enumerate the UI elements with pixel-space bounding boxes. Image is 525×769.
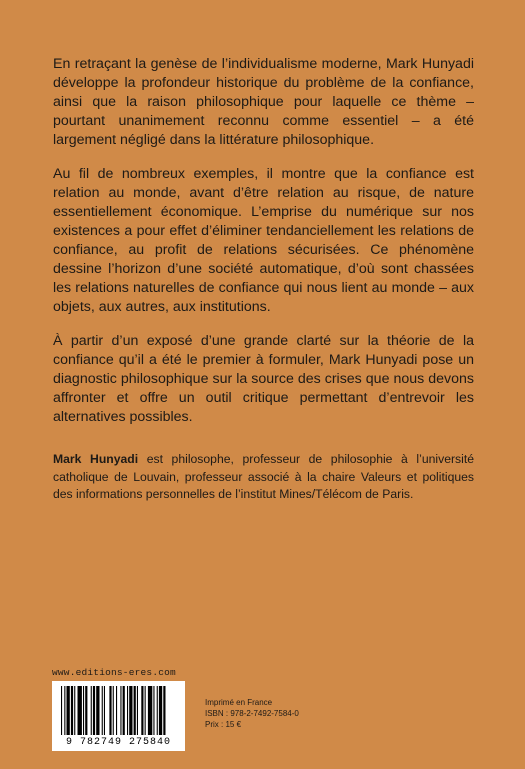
summary-paragraph-1: En retraçant la genèse de l’individualisme moderne, Mark Hunyadi développe la profondeur historique du problème de la confiance, ainsi que la raison philosophique pour laquelle ce thème – pourtant unanimement reconnu comme essentiel – a été largement négligé dans la littérature philosophique. <box>53 56 474 148</box>
print-info <box>205 697 299 730</box>
barcode-bar <box>163 686 165 735</box>
barcode-bar <box>157 686 158 735</box>
isbn-number: ISBN : 978-2-7492-7584-0 <box>205 709 299 718</box>
summary-paragraph-3: À partir d’un exposé d’une grande clarté sur la théorie de la confiance qu’il a été le premier à formuler, Mark Hunyadi pose un diagnostic philosophique sur la source des crises que nous devons affronter et offre un outil critique permettant d’entrevoir les alternatives possibles. <box>53 333 474 425</box>
barcode-bar <box>71 686 73 735</box>
barcode-area <box>52 667 188 751</box>
barcode-bar <box>85 686 87 735</box>
barcode-bar <box>137 686 138 735</box>
printed-in: Imprimé en France <box>205 698 273 707</box>
isbn-barcode <box>52 681 185 751</box>
barcode-bar <box>102 686 103 735</box>
barcode-bar <box>116 686 117 735</box>
author-bio <box>53 451 474 504</box>
barcode-bar <box>109 686 111 735</box>
summary-paragraph-2: Au fil de nombreux exemples, il montre que la confiance est relation au monde, avant d’être relation au risque, de nature essentiellement économique. L’emprise du numérique sur nos existences a pour effet d’éliminer tendanciellement les relations de confiance, au profit de relations sécurisées. Ce phénomène dessine l’horizon d’une société automatique, d’où sont chassées les relations naturelles de confiance qui nous lient au monde – aux objets, aux autres, aux institutions. <box>53 166 474 315</box>
barcode-bar <box>83 686 84 735</box>
barcode-bar <box>74 686 75 735</box>
barcode-bar <box>153 686 154 735</box>
barcode-bar <box>123 686 125 735</box>
barcode-digits: 9 782749 275840 <box>65 737 171 748</box>
barcode-bar <box>145 686 146 735</box>
barcode-bar <box>113 686 114 735</box>
barcode-bar <box>91 686 92 735</box>
author-name: Mark Hunyadi <box>53 452 139 466</box>
barcode-bar <box>78 686 82 735</box>
barcode-bar <box>67 686 70 735</box>
author-bio-text: est philosophe, professeur de philosophie à l’université catholique de Louvain, professeur associé à la chaire Valeurs et politiques des informations personnelles de l’institut Mines/Télécom de Paris. <box>53 452 474 501</box>
barcode-bar <box>120 686 121 735</box>
barcode-bar <box>96 686 99 735</box>
back-cover-text <box>53 55 474 519</box>
barcode-bar <box>141 686 143 735</box>
barcode-bars <box>52 681 185 737</box>
barcode-bar <box>129 686 132 735</box>
barcode-bar <box>159 686 162 735</box>
barcode-bar <box>93 686 95 735</box>
price: Prix : 15 € <box>205 720 242 729</box>
barcode-bar <box>134 686 136 735</box>
barcode-bar <box>148 686 152 735</box>
publisher-website: www.editions-eres.com <box>52 667 176 678</box>
barcode-bar <box>104 686 105 735</box>
barcode-bar <box>127 686 128 735</box>
barcode-bar <box>64 686 65 735</box>
barcode-bar <box>61 686 62 735</box>
